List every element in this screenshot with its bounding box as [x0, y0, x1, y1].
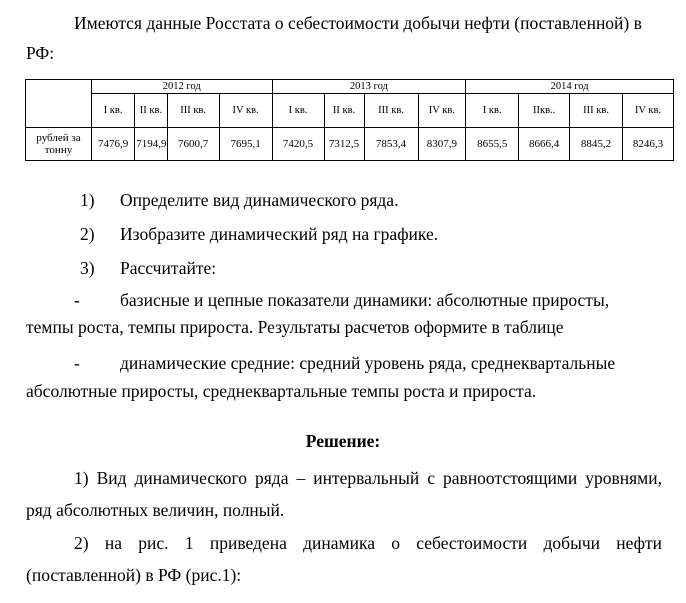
quarter-header: III кв.	[364, 94, 418, 128]
value-cell: 8845,2	[570, 128, 623, 161]
dash-marker: -	[74, 353, 80, 373]
quarter-header: I кв.	[91, 94, 134, 128]
corner-cell	[26, 80, 92, 128]
task-number: 1)	[80, 190, 95, 210]
quarter-header: IV кв.	[623, 94, 674, 128]
year-header: 2014 год	[466, 80, 674, 94]
task-text: Изобразите динамический ряд на графике.	[120, 224, 439, 244]
task-number: 2)	[80, 224, 95, 244]
value-cell: 8307,9	[418, 128, 466, 161]
quarter-header: II кв.	[135, 94, 167, 128]
dash-text-line2: абсолютные приросты, среднеквартальные темпы роста и прироста.	[26, 381, 537, 401]
value-cell: 8666,4	[519, 128, 570, 161]
quarter-header: III кв.	[570, 94, 623, 128]
value-cell: 7194,9	[135, 128, 167, 161]
quarter-header: III кв.	[167, 94, 219, 128]
task-text: Рассчитайте:	[120, 258, 217, 278]
intro-paragraph: Имеются данные Росстата о себестоимости добычи нефти (поставленной) в РФ:	[26, 13, 642, 63]
solution-heading: Решение:	[305, 431, 381, 451]
cost-table	[25, 79, 674, 161]
value-cell: 7420,5	[272, 128, 324, 161]
task-text: Определите вид динамического ряда.	[120, 190, 399, 210]
dash-text-line2: темпы роста, темпы прироста. Результаты расчетов оформите в таблице	[26, 317, 564, 337]
dash-text-line1: динамические средние: средний уровень ряда, среднеквартальные	[120, 353, 616, 373]
quarter-header: IV кв.	[219, 94, 272, 128]
solution-paragraph-2: 2) на рис. 1 приведена динамика о себестоимости добычи нефти (поставленной) в РФ (рис.1):	[26, 533, 662, 585]
quarter-header: I кв.	[466, 94, 519, 128]
year-header: 2013 год	[272, 80, 466, 94]
row-label: рублей за тонну	[26, 128, 92, 161]
value-cell: 8655,5	[466, 128, 519, 161]
year-header: 2012 год	[91, 80, 272, 94]
quarter-header: IIкв..	[519, 94, 570, 128]
value-cell: 8246,3	[623, 128, 674, 161]
dash-item-1	[0, 287, 686, 347]
value-cell: 7312,5	[324, 128, 364, 161]
solution-paragraph-1: 1) Вид динамического ряда – интервальный с равноотстоящими уровнями, ряд абсолютных величин, полный.	[26, 468, 662, 520]
value-cell: 7695,1	[219, 128, 272, 161]
dash-marker: -	[74, 290, 80, 310]
task-number: 3)	[80, 258, 95, 278]
value-cell: 7853,4	[364, 128, 418, 161]
quarter-header: I кв.	[272, 94, 324, 128]
quarter-header: IV кв.	[418, 94, 466, 128]
dash-text-line1: базисные и цепные показатели динамики: абсолютные приросты,	[120, 290, 610, 310]
quarter-header: II кв.	[324, 94, 364, 128]
value-cell: 7476,9	[91, 128, 134, 161]
dash-item-2	[0, 350, 686, 410]
value-cell: 7600,7	[167, 128, 219, 161]
